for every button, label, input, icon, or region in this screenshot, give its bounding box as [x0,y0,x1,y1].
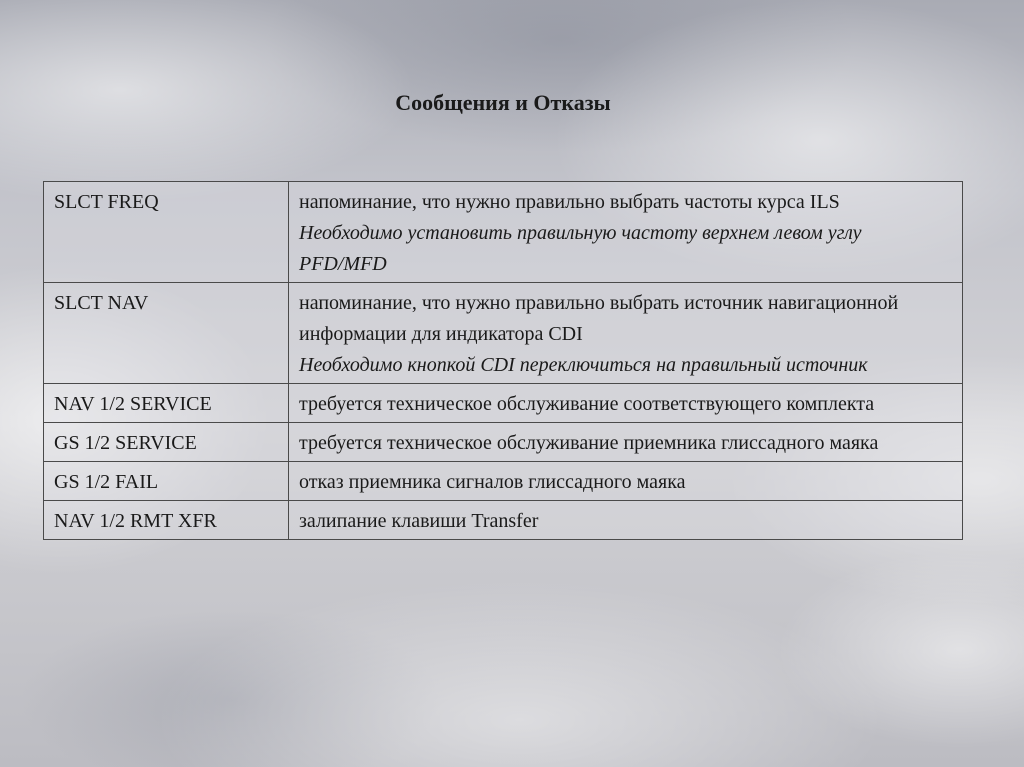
message-code: SLCT FREQ [44,182,289,283]
description-text: требуется техническое обслуживание соответствующего комплекта [299,393,875,415]
message-code: NAV 1/2 SERVICE [44,384,289,423]
message-description [289,501,963,540]
description-text: требуется техническое обслуживание приемника глиссадного маяка [299,432,879,454]
table-row [44,182,963,283]
description-note: Необходимо кнопкой CDI переключиться на правильный источник [299,354,868,376]
table-row [44,384,963,423]
slide-title: Сообщения и Отказы [395,90,611,115]
message-description [289,283,963,384]
table-row [44,462,963,501]
table-row [44,423,963,462]
description-note: Необходимо установить правильную частоту верхнем левом углу PFD/MFD [299,222,862,275]
message-description [289,423,963,462]
message-code: GS 1/2 FAIL [44,462,289,501]
description-text: отказ приемника сигналов глиссадного маяка [299,471,686,493]
message-description [289,462,963,501]
messages-table [43,181,963,540]
description-text: напоминание, что нужно правильно выбрать источник навигационной информации для индикатора CDI [299,292,899,345]
table-row [44,283,963,384]
message-code: SLCT NAV [44,283,289,384]
message-code: GS 1/2 SERVICE [44,423,289,462]
description-text: залипание клавиши Transfer [299,510,539,532]
message-code: NAV 1/2 RMT XFR [44,501,289,540]
message-description [289,182,963,283]
table-row [44,501,963,540]
description-text: напоминание, что нужно правильно выбрать частоты курса ILS [299,191,840,213]
message-description [289,384,963,423]
